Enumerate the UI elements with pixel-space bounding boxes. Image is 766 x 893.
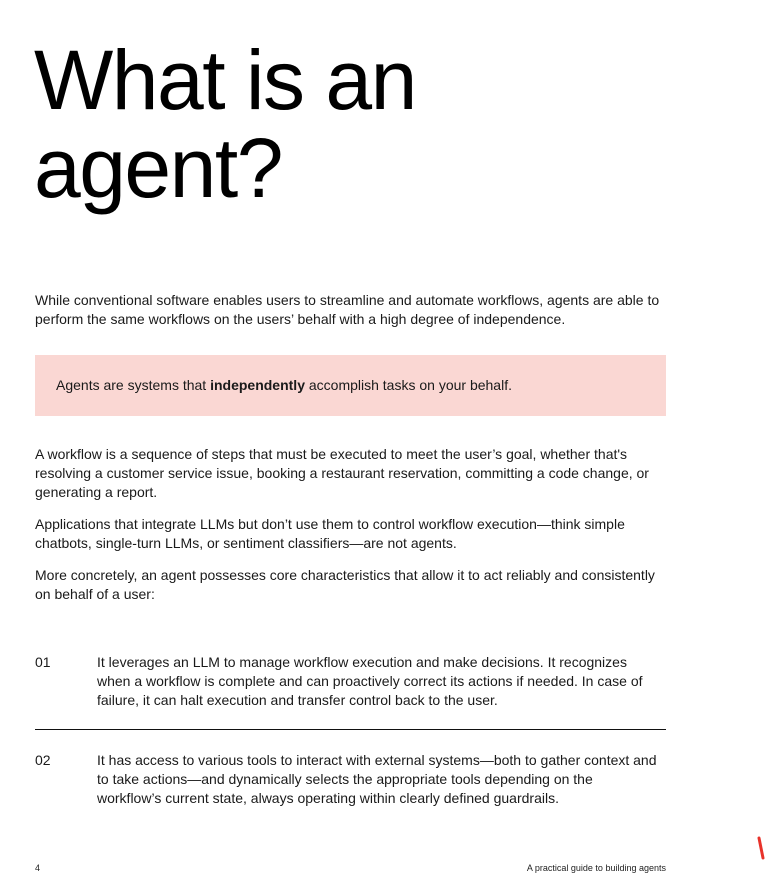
footer-document-title: A practical guide to building agents [526,863,666,873]
definition-callout [35,355,666,416]
characteristic-number: 01 [35,654,51,670]
page-title: What is an agent? [34,33,416,215]
workflow-paragraph: A workflow is a sequence of steps that must be executed to meet the user’s goal, whether that's resolving a customer service issue, booking a restaurant reservation, committing a code change, or generating a report. [35,446,649,500]
applications-paragraph: Applications that integrate LLMs but don’t use them to control workflow execution—think simple chatbots, single-turn LLMs, or sentiment classifiers—are not agents. [35,516,625,551]
characteristic-text: It leverages an LLM to manage workflow execution and make decisions. It recognizes when a workflow is complete and can proactively correct its actions if needed. In case of failure, it can halt execution and transfer control back to the user. [97,654,643,708]
page-number: 4 [35,863,41,873]
characteristic-number: 02 [35,752,51,768]
intro-paragraph: While conventional software enables users to streamline and automate workflows, agents are able to perform the same workflows on the users’ behalf with a high degree of independence. [35,292,660,327]
divider [35,729,666,730]
decorative-accent-mark [752,836,766,864]
characteristic-text: It has access to various tools to interact with external systems—both to gather context and to take actions—and dynamically selects the appropriate tools depending on the workflow’s current state, always operating within clearly defined guardrails. [97,752,657,806]
callout-text-after: accomplish tasks on your behalf. [304,377,512,393]
callout-emphasis: independently [210,377,305,393]
callout-text-before: Agents are systems that [56,377,211,393]
characteristics-intro-paragraph: More concretely, an agent possesses core characteristics that allow it to act reliably and consistently on behalf of a user: [35,567,655,602]
